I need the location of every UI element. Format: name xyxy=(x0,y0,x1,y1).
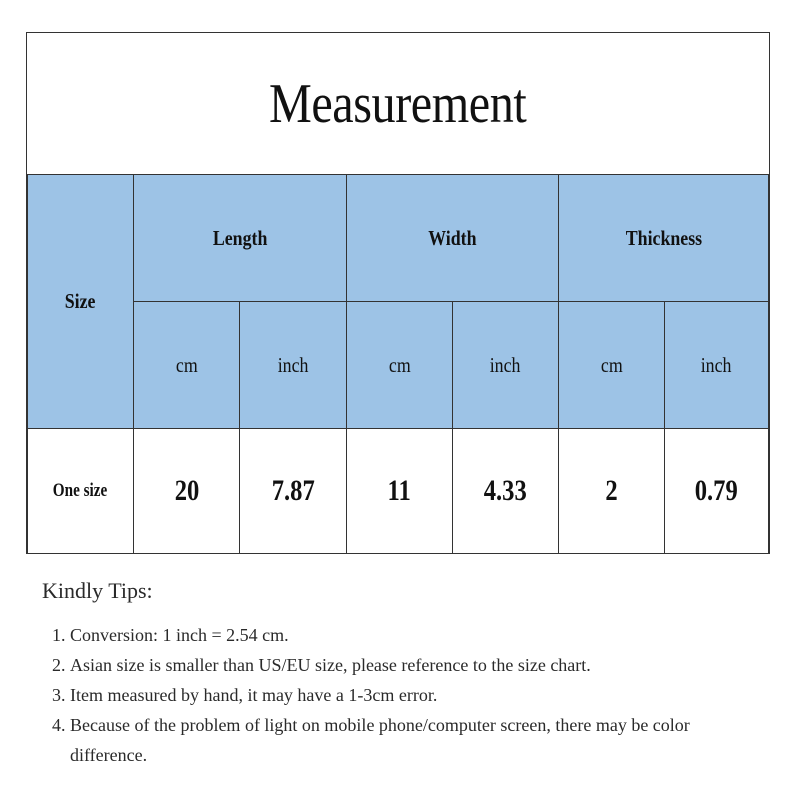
list-item: 2. Asian size is smaller than US/EU size, please reference to the size chart. xyxy=(70,650,762,680)
value-cell xyxy=(559,429,665,554)
table-title-row xyxy=(27,33,769,175)
unit-thickness-cm: cm xyxy=(600,352,623,377)
width-cm-value: 11 xyxy=(387,474,412,507)
tips-title: Kindly Tips: xyxy=(42,578,153,603)
unit-width-cm: cm xyxy=(388,352,411,377)
table-title: Measurement xyxy=(269,72,527,135)
size-header: Size xyxy=(65,289,96,313)
unit-cell xyxy=(240,302,347,429)
group-header-length xyxy=(134,175,347,302)
value-cell xyxy=(240,429,347,554)
length-inch-value: 7.87 xyxy=(271,474,315,507)
size-grid xyxy=(27,174,769,554)
width-header: Width xyxy=(428,225,477,250)
value-cell xyxy=(665,429,769,554)
value-cell xyxy=(347,429,453,554)
unit-length-cm: cm xyxy=(175,352,198,377)
list-item: 1. Conversion: 1 inch = 2.54 cm. xyxy=(70,620,762,650)
unit-length-inch: inch xyxy=(277,352,309,377)
unit-cell xyxy=(559,302,665,429)
value-cell xyxy=(453,429,559,554)
thickness-cm-value: 2 xyxy=(605,474,618,507)
length-header: Length xyxy=(212,225,268,250)
unit-cell xyxy=(453,302,559,429)
tips-list xyxy=(42,620,762,770)
kindly-tips xyxy=(42,578,762,770)
row-label-cell xyxy=(28,429,134,554)
unit-width-inch: inch xyxy=(490,352,521,377)
list-item: 3. Item measured by hand, it may have a 1-3cm error. xyxy=(70,680,762,710)
thickness-inch-value: 0.79 xyxy=(694,474,739,507)
thickness-header: Thickness xyxy=(625,225,702,250)
unit-cell xyxy=(665,302,769,429)
unit-cell xyxy=(347,302,453,429)
measurement-table xyxy=(26,32,770,554)
row-label: One size xyxy=(53,480,108,501)
value-cell xyxy=(134,429,240,554)
unit-thickness-inch: inch xyxy=(701,352,732,377)
list-item: 4. Because of the problem of light on mobile phone/computer screen, there may be color difference. xyxy=(70,710,762,770)
group-header-thickness xyxy=(559,175,769,302)
table-row xyxy=(28,429,769,554)
size-header-cell xyxy=(28,175,134,429)
length-cm-value: 20 xyxy=(174,474,199,507)
group-header-width xyxy=(347,175,559,302)
width-inch-value: 4.33 xyxy=(483,474,528,507)
unit-cell xyxy=(134,302,240,429)
